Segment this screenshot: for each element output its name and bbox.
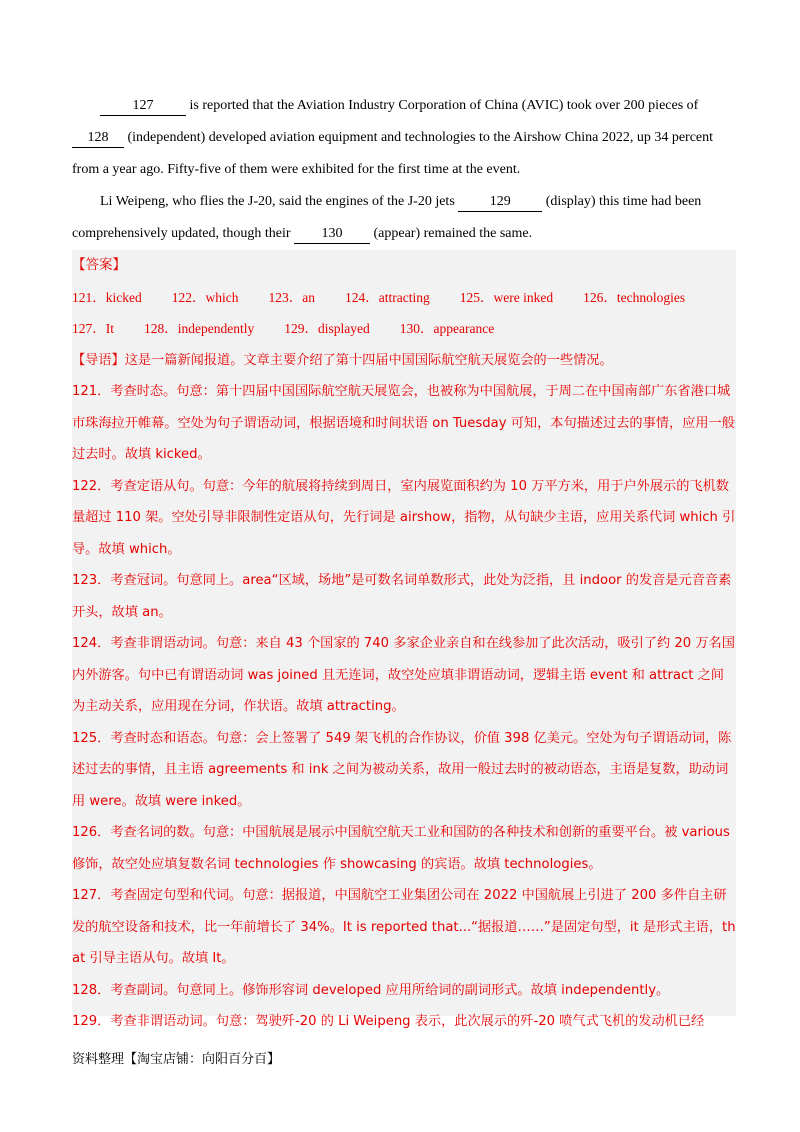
answer-item: 121．kicked — [72, 289, 142, 305]
passage — [72, 90, 728, 250]
answer-content — [72, 250, 736, 1038]
explanation-123: 123．考查冠词。句意同上。area“区域，场地”是可数名词单数形式，此处为泛指，且 indoor 的发音是元音音素开头，故填 an。 — [72, 573, 732, 620]
blank-130: 130 — [294, 225, 370, 244]
passage-text: (display) this time had been comprehensively updated, though their — [72, 194, 702, 241]
answer-label: 【答案】 — [72, 257, 126, 273]
guide-paragraph — [72, 345, 736, 377]
page-footer: 资料整理【淘宝店铺：向阳百分百】 — [72, 1052, 281, 1067]
blank-128: 128 — [72, 129, 124, 148]
answer-item: 122．which — [171, 289, 239, 305]
explanation-129: 129．考查非谓语动词。句意：驾驶歼-20 的 Li Weipeng 表示，此次展示的歼-20 喷气式飞机的发动机已经 — [72, 1014, 705, 1029]
passage-paragraph-1 — [72, 90, 728, 186]
explanation-128: 128．考查副词。句意同上。修饰形容词 developed 应用所给词的副词形式。故填 independently。 — [72, 982, 670, 998]
explanation-125: 125．考查时态和语态。句意：会上签署了 549 架飞机的合作协议，价值 398 亿美元。空处为句子谓语动词，陈述过去的事情，且主语 agreements 和 ink 之间为被动关系，故用一般过去时的被动语态，主语是复数，助动词用 were。故填 were inked。 — [72, 730, 732, 809]
explanation-122: 122．考查定语从句。句意：今年的航展将持续到周日，室内展览面积约为 10 万平方米，用于户外展示的飞机数量超过 110 架。空处引导非限制性定语从句，先行词是 airshow，指物，从句缺少主语，应用关系代词 which 引导。故填 which。 — [72, 478, 736, 557]
explanation-124: 124．考查非谓语动词。句意：来自 43 个国家的 740 多家企业亲自和在线参加了此次活动，吸引了约 20 万名国内外游客。句中已有谓语动词 was joined 且无连词，故空处应填非谓语动词，逻辑主语 event 和 attract 之间为主动关系，应用现在分词，作状语。故填 attracting。 — [72, 636, 735, 714]
passage-text: Li Weipeng, who flies the J-20, said the engines of the J-20 jets — [100, 194, 459, 209]
blank-129: 129 — [458, 193, 542, 212]
answer-item: 127．It — [72, 321, 114, 336]
answer-item: 130．appearance — [399, 321, 495, 336]
answer-item: 126．technologies — [583, 289, 686, 305]
answer-item: 128．independently — [144, 321, 255, 336]
guide-label: 【导语】 — [72, 352, 125, 368]
answer-row-2 — [72, 313, 736, 345]
guide-text: 这是一篇新闻报道。文章主要介绍了第十四届中国国际航空航天展览会的一些情况。 — [124, 352, 613, 368]
answer-row-1 — [72, 282, 736, 314]
answer-item: 129．displayed — [284, 321, 370, 336]
passage-paragraph-2 — [72, 186, 728, 250]
answer-section — [72, 250, 736, 1029]
passage-text: (appear) remained the same. — [370, 226, 533, 241]
blank-127: 127 — [100, 97, 186, 116]
passage-text: (independent) developed aviation equipment and technologies to the Airshow China 2022, up 34 percent from a year ago. Fifty-five of them were exhibited for the first time at the event. — [72, 130, 714, 177]
explanation-126: 126．考查名词的数。句意：中国航展是展示中国航空航天工业和国防的各种技术和创新的重要平台。被 various 修饰，故空处应填复数名词 technologies 作 showcasing 的宾语。故填 technologies。 — [72, 825, 730, 872]
explanation-127: 127．考查固定句型和代词。句意：据报道，中国航空工业集团公司在 2022 中国航展上引进了 200 多件自主研发的航空设备和技术，比一年前增长了 34%。It is reported that...“据报道……”是固定句型，it 是形式主语，that 引导主语从句。故填 It。 — [72, 888, 736, 966]
answer-item: 125．were inked — [459, 289, 554, 305]
explanation-121: 121．考查时态。句意：第十四届中国国际航空航天展览会，也被称为中国航展，于周二在中国南部广东省港口城市珠海拉开帷幕。空处为句子谓语动词，根据语境和时间状语 on Tuesday 可知，本句描述过去的事情，应用一般过去时。故填 kicked。 — [72, 384, 735, 462]
answer-item: 124．attracting — [345, 289, 430, 305]
answer-item: 123．an — [268, 289, 315, 305]
passage-text: is reported that the Aviation Industry Corporation of China (AVIC) took over 200 pieces of — [186, 98, 699, 113]
